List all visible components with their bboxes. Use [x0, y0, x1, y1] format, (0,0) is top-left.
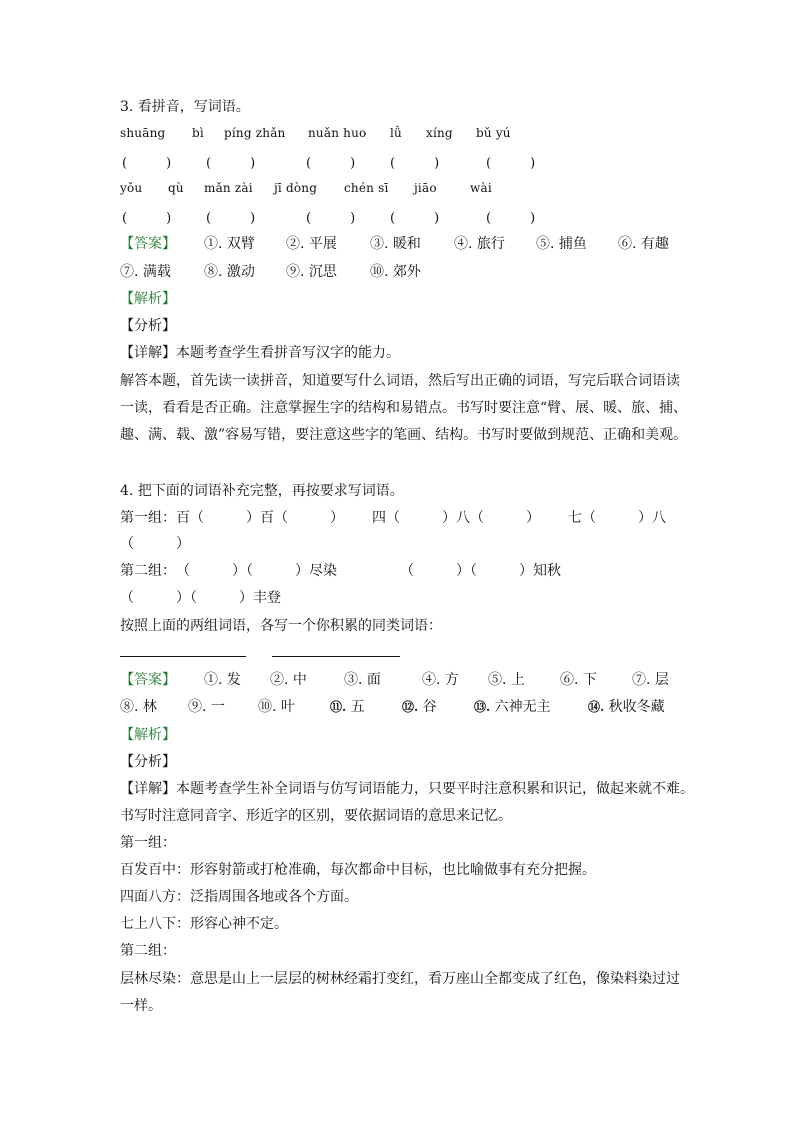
q4-answer-label: 【答案】: [120, 672, 176, 688]
q4-answer-3: ③. 面: [344, 672, 381, 688]
q4-group2-label: 第二组：: [120, 563, 176, 579]
q3-detail-label: 【详解】: [120, 345, 176, 361]
q4-answer-13-num: ⑬.: [474, 700, 491, 714]
q4-expl-4-line-1: 层林尽染：意思是山上一层层的树林经霜打变红，看万座山全都变成了红色，像染料染过过: [120, 971, 680, 987]
q4-answer-12: [402, 696, 437, 716]
q4-expl-2: 四面八方：泛指周围各地或各个方面。: [120, 889, 358, 905]
q3-pinyin-4: nuǎn huo: [308, 126, 367, 140]
q4-answer-10-text: 叶: [280, 699, 295, 715]
q3-blank-6: ( ): [122, 211, 172, 226]
q4-group1-item-3: 七（ ）八: [568, 510, 666, 526]
q3-answer-8: ⑧. 激动: [204, 264, 255, 280]
q3-detail: [120, 342, 400, 362]
q3-para-line-1: 解答本题，首先读一读拼音，知道要写什么词语，然后写出正确的词语，写完后联合词语读: [120, 373, 680, 389]
q4-fenxi-label: 【分析】: [120, 754, 176, 770]
q4-group1-label: 第一组：: [120, 510, 176, 526]
q4-group1-head: 第一组：: [120, 835, 176, 851]
q4-detail-label: 【详解】: [120, 781, 176, 797]
q4-answer-12-num: ⑫.: [402, 700, 419, 714]
q4-answer-13: [474, 696, 551, 716]
q4-expl-4-line-2: 一样。: [120, 998, 162, 1014]
q3-pinyin-3: píng zhǎn: [224, 126, 286, 140]
q3-pinyin-10: mǎn zài: [204, 181, 253, 195]
q4-group2-cont: （ ）（ ）丰登: [120, 590, 281, 606]
q3-answer-5: ⑤. 捕鱼: [536, 236, 587, 252]
q4-group1-cont: （ ）: [120, 536, 190, 552]
q4-answer-13-text: 六神无主: [494, 699, 551, 715]
q3-blank-9: ( ): [390, 211, 440, 226]
q3-answer-10: ⑩. 郊外: [370, 264, 421, 280]
q3-pinyin-11: jī dòng: [274, 181, 318, 195]
q3-para-line-2: 一读，看看是否正确。注意掌握生字的结构和易错点。书写时要注意“臂、展、暖、旅、捕、: [120, 400, 688, 416]
q3-answer-1: ①. 双臂: [204, 236, 255, 252]
q3-analysis-label: 【解析】: [120, 291, 176, 307]
q3-pinyin-1: shuāng: [120, 126, 166, 140]
q4-write-line-1: [120, 656, 246, 657]
q4-expl-1: 百发百中：形容射箭或打枪准确，每次都命中目标，也比喻做事有充分把握。: [120, 862, 596, 878]
q4-analysis-label: 【解析】: [120, 727, 176, 743]
q4-answer-8-num: ⑧.: [120, 699, 139, 715]
q3-pinyin-12: chén sī: [344, 181, 389, 195]
q4-answer-11: [330, 696, 365, 716]
q4-answer-11-num: ⑪.: [330, 700, 347, 714]
q3-blank-2: ( ): [206, 156, 256, 171]
q3-pinyin-9: qù: [168, 181, 184, 195]
q4-answer-10: [258, 696, 295, 716]
q3-answer-6: ⑥. 有趣: [618, 236, 669, 252]
q4-answer-11-text: 五: [350, 699, 365, 715]
q3-fenxi-label: 【分析】: [120, 318, 176, 334]
q4-answer-14-num: ⑭.: [588, 700, 605, 714]
q4-group1-item-2: 四（ ）八（ ）: [372, 510, 540, 526]
q4-group1-item-1: 百（ ）百（ ）: [176, 510, 344, 526]
q3-title: 3. 看拼音，写词语。: [120, 99, 250, 115]
q3-answer-2: ②. 平展: [286, 236, 337, 252]
q3-blank-10: ( ): [486, 211, 536, 226]
q3-answer-7: ⑦. 满载: [120, 264, 171, 280]
q3-blank-5: ( ): [486, 156, 536, 171]
q4-answer-6: ⑥. 下: [560, 672, 597, 688]
q4-write-line-2: [272, 656, 400, 657]
q3-blank-3: ( ): [306, 156, 356, 171]
q3-pinyin-2: bì: [192, 126, 204, 140]
q3-answer-9: ⑨. 沉思: [286, 264, 337, 280]
q4-answer-10-num: ⑩.: [258, 699, 277, 715]
q4-answer-2: ②. 中: [270, 672, 307, 688]
q3-answer-4: ④. 旅行: [454, 236, 505, 252]
q3-para-line-3: 趣、满、载、激”容易写错，要注意这些字的笔画、结构。书写时要做到规范、正确和美观。: [120, 427, 688, 443]
q4-detail-line-2: 书写时注意同音字、形近字的区别，要依据词语的意思来记忆。: [120, 808, 512, 824]
q4-answer-7: ⑦. 层: [632, 672, 669, 688]
q4-group2-item-2: （ ）（ ）知秋: [400, 563, 561, 579]
q4-group2-item-1: （ ）（ ）尽染: [176, 563, 337, 579]
q3-pinyin-14: wài: [470, 181, 492, 195]
q4-title: 4. 把下面的词语补充完整，再按要求写词语。: [120, 483, 404, 499]
q4-answer-8: [120, 696, 157, 716]
q4-answer-14: [588, 696, 665, 716]
q4-answer-14-text: 秋收冬藏: [608, 699, 665, 715]
q3-blank-8: ( ): [306, 211, 356, 226]
q4-expl-3: 七上八下：形容心神不定。: [120, 916, 288, 932]
q4-answer-9-num: ⑨.: [188, 699, 207, 715]
q3-pinyin-13: jiāo: [414, 181, 437, 195]
q4-answer-8-text: 林: [142, 699, 157, 715]
q3-blank-7: ( ): [206, 211, 256, 226]
q3-pinyin-7: bǔ yú: [476, 126, 511, 140]
q4-answer-1: ①. 发: [204, 672, 241, 688]
q3-answer-3: ③. 暖和: [370, 236, 421, 252]
q3-answer-label: 【答案】: [120, 236, 176, 252]
q3-pinyin-6: xíng: [426, 126, 453, 140]
q4-answer-12-text: 谷: [422, 699, 437, 715]
q4-answer-9: [188, 696, 225, 716]
q4-group2-head: 第二组：: [120, 943, 176, 959]
q3-detail-text: 本题考查学生看拼音写汉字的能力。: [176, 345, 400, 361]
q4-answer-9-text: 一: [210, 699, 225, 715]
q3-pinyin-5: lǚ: [390, 126, 402, 140]
q4-detail-line-1: [120, 778, 694, 798]
q4-answer-5: ⑤. 上: [488, 672, 525, 688]
q4-detail-text-1: 本题考查学生补全词语与仿写词语能力，只要平时注意积累和识记，做起来就不难。: [176, 781, 694, 797]
q3-blank-4: ( ): [390, 156, 440, 171]
q4-answer-4: ④. 方: [422, 672, 459, 688]
q4-instruction: 按照上面的两组词语，各写一个你积累的同类词语：: [120, 618, 442, 634]
q3-blank-1: ( ): [122, 156, 172, 171]
q3-pinyin-8: yǒu: [120, 181, 143, 195]
